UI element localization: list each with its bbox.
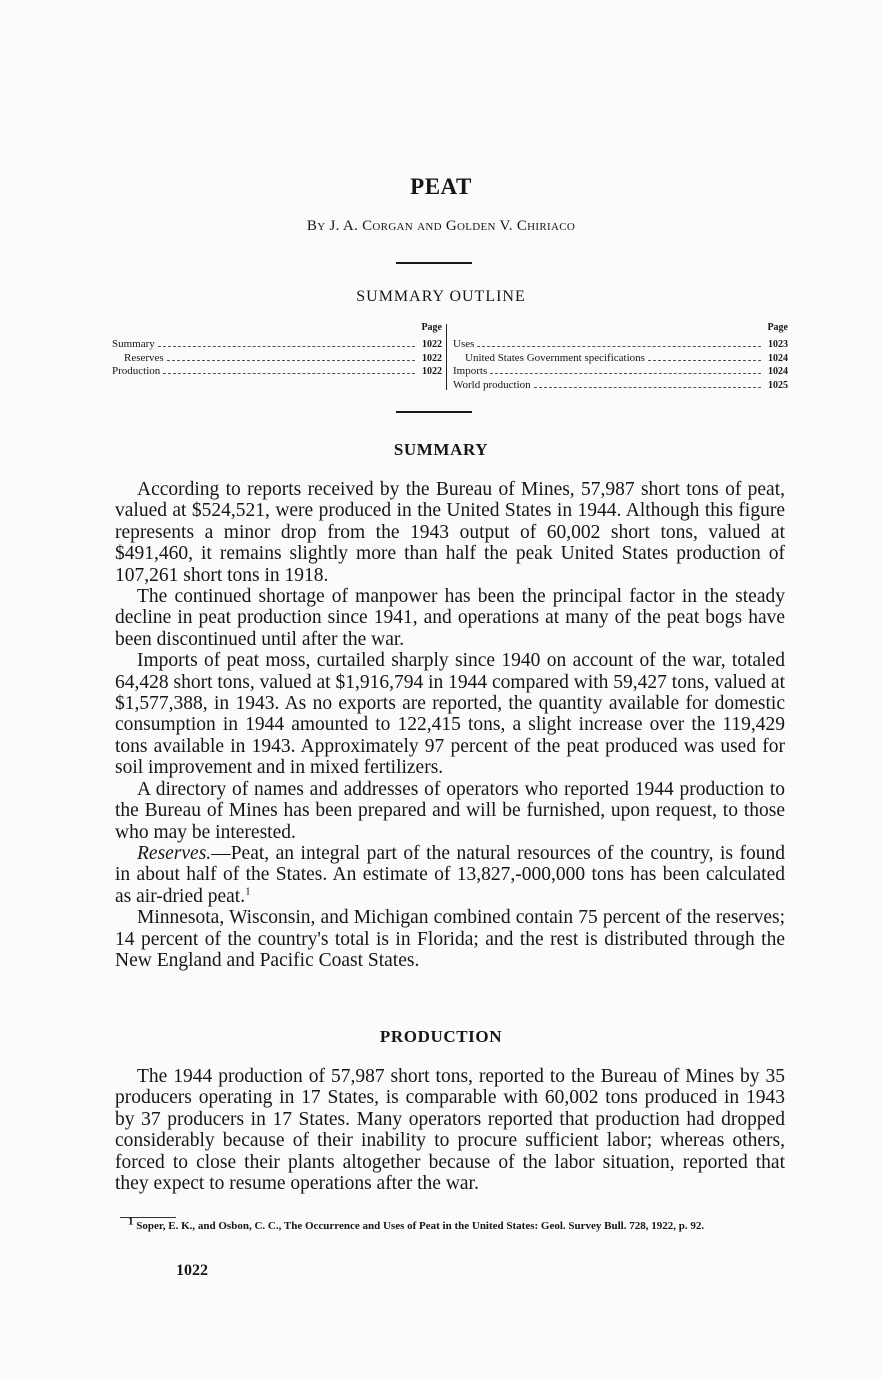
footnote-reference[interactable]: 1 (245, 885, 251, 898)
summary-paragraph: According to reports received by the Bureau of Mines, 57,987 short tons of peat, valued at $524,521, were produced in the United States in 1944. Although this figure represents a minor drop from the 1943 output of 60,002 short tons, valued at $491,460, it remains slightly more than half the peak United States production of 107,261 short tons in 1918. (115, 479, 785, 586)
outline-item-specifications (453, 352, 788, 366)
outline-item-page: 1022 (422, 339, 442, 350)
leader-dots (163, 365, 415, 374)
page-title: PEAT (410, 174, 472, 199)
summary-heading: SUMMARY (393, 440, 489, 459)
summary-paragraph: Minnesota, Wisconsin, and Michigan combined contain 75 percent of the reserves; 14 percent of the country's total is in Florida; and the rest is distributed through the New England and Pacific Coast States. (115, 907, 785, 971)
leader-dots (534, 379, 761, 388)
leader-dots (167, 352, 415, 361)
outline-item-page: 1022 (422, 352, 442, 364)
outline-item-page: 1025 (768, 379, 788, 391)
summary-body (115, 479, 785, 971)
production-paragraph: The 1944 production of 57,987 short tons, reported to the Bureau of Mines by 35 producers operating in 17 States, is comparable with 60,002 tons produced in 1943 by 37 producers in 17 States. Many operators reported that production had dropped considerably because of their inability to procure sufficient labor; whereas others, forced to close their plants altogether because of the labor situation, reported that they expect to resume operations after the war. (115, 1066, 785, 1195)
outline-right-column (453, 322, 788, 392)
summary-paragraph: Imports of peat moss, curtailed sharply since 1940 on account of the war, totaled 64,428 short tons, valued at $1,916,794 in 1944 compared with 59,427 tons, valued at $1,577,388, in 1943. As no exports are reported, the quantity available for domestic consumption in 1944 amounted to 122,415 tons, a slight increase over the 119,429 tons available in 1943. Approximately 97 percent of the peat produced was used for soil improvement and in mixed fertilizers. (115, 650, 785, 779)
outline-item-page: 1022 (422, 366, 442, 377)
summary-paragraph: A directory of names and addresses of operators who reported 1944 production to the Bureau of Mines has been prepared and will be furnished, upon request, to those who may be interested. (115, 778, 785, 843)
outline-item-reserves (112, 352, 442, 366)
outline-item-page: 1024 (768, 366, 788, 377)
byline: By J. A. Corgan and Golden V. Chiriaco (306, 218, 576, 234)
outline-item-label: Uses (453, 338, 475, 350)
leader-dots (158, 338, 415, 347)
outline-divider (446, 324, 447, 390)
reserves-paragraph (115, 843, 785, 907)
footnote-text: Soper, E. K., and Osbon, C. C., The Occurrence and Uses of Peat in the United States: Geol. Survey Bull. 728, 1922, p. 92. (136, 1220, 705, 1232)
reserves-lead: Reserves. (137, 842, 212, 864)
outline-item-production (112, 365, 442, 379)
production-heading: PRODUCTION (379, 1027, 503, 1046)
outline-left-column (112, 322, 442, 379)
outline-item-label: World production (453, 378, 531, 391)
outline-item-label: Summary (112, 338, 155, 350)
page-number: 1022 (176, 1262, 208, 1279)
outline-title: SUMMARY OUTLINE (356, 288, 526, 305)
page-column-label: Page (767, 322, 788, 333)
outline-item-world-production (453, 379, 788, 393)
footnote (120, 1215, 786, 1233)
title-rule (396, 262, 472, 264)
production-body (115, 1066, 785, 1194)
leader-dots (648, 352, 761, 361)
footnote-marker: 1 (128, 1215, 134, 1228)
outline-item-page: 1023 (768, 339, 788, 350)
leader-dots (490, 365, 761, 374)
outline-item-uses (453, 338, 788, 352)
reserves-text: —Peat, an integral part of the natural resources of the country, is found in about half of the States. An estimate of 13,827,-000,000 tons has been calculated as air-dried peat. (115, 842, 785, 907)
outline-item-label: Production (112, 365, 161, 377)
page-column-label: Page (421, 322, 442, 333)
leader-dots (477, 338, 761, 347)
outline-item-page: 1024 (768, 352, 788, 364)
outline-item-summary (112, 338, 442, 352)
summary-paragraph: The continued shortage of manpower has been the principal factor in the steady decline in peat production since 1941, and operations at many of the peat bogs have been discontinued until after the war. (115, 586, 785, 650)
outline-item-imports (453, 365, 788, 379)
outline-item-label: Imports (453, 365, 488, 377)
outline-item-label: Reserves (124, 351, 164, 364)
outline-rule (396, 411, 472, 413)
outline-item-label: United States Government specifications (465, 351, 645, 364)
